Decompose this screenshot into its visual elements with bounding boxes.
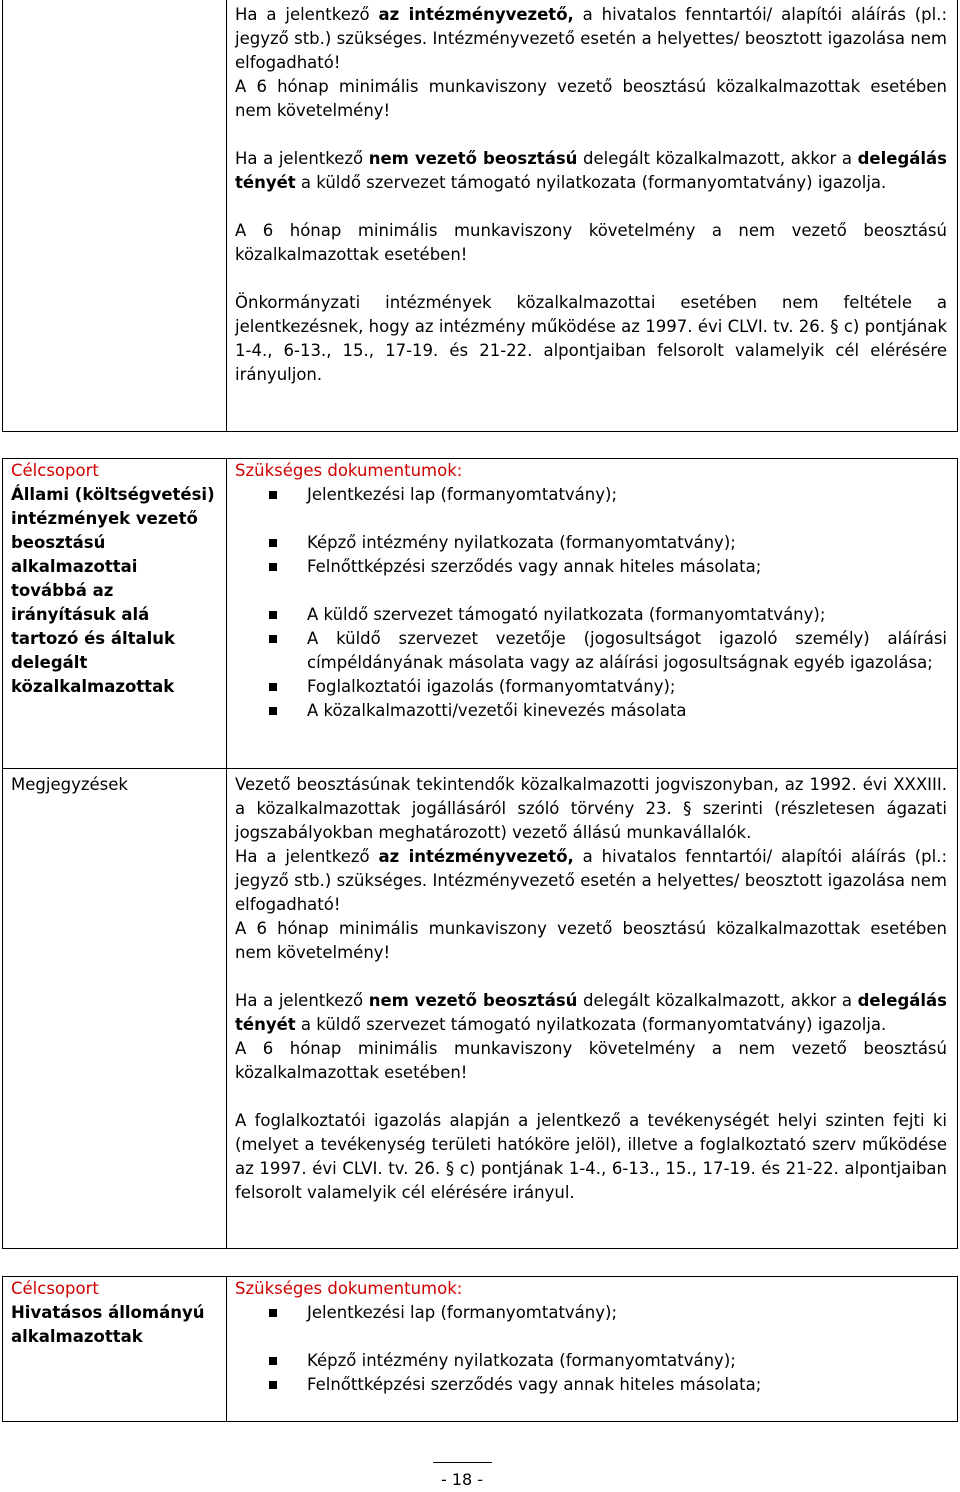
target-group-cell-2	[3, 1277, 227, 1422]
top-right-cell	[227, 0, 958, 432]
notes-cell	[227, 769, 958, 1249]
list-item: Felnőttképzési szerződés vagy annak hiteles másolata;	[235, 555, 947, 579]
target-group-value-2: Hivatásos állományú alkalmazottak	[11, 1303, 205, 1346]
required-docs-cell-2	[227, 1277, 958, 1422]
delegated-paragraph: Ha a jelentkező nem vezető beosztású delegált közalkalmazott, akkor a delegálás tényét a küldő szervezet támogató nyilatkozata (formanyomtatvány) igazolja.	[235, 149, 947, 192]
list-item: Foglalkoztatói igazolás (formanyomtatvány);	[235, 675, 947, 699]
docs-list-2-1	[235, 1301, 947, 1325]
list-item: Képző intézmény nyilatkozata (formanyomtatvány);	[235, 531, 947, 555]
top-left-cell	[3, 0, 227, 432]
docs-list-3	[235, 603, 947, 723]
section1-table	[2, 458, 958, 1249]
list-item: Jelentkezési lap (formanyomtatvány);	[235, 1301, 947, 1325]
min-employment-required-paragraph: A 6 hónap minimális munkaviszony követelmény a nem vezető beosztású közalkalmazottak esetében!	[235, 221, 947, 264]
target-group-cell	[3, 459, 227, 769]
note-min-employment-exempt: A 6 hónap minimális munkaviszony vezető beosztású közalkalmazottak esetében nem követelmény!	[235, 919, 947, 962]
list-item: A küldő szervezet vezetője (jogosultságot igazoló személy) aláírási címpéldányának másolata vagy az aláírási jogosultságnak egyéb igazolása;	[235, 627, 947, 675]
list-item: Jelentkezési lap (formanyomtatvány);	[235, 483, 947, 507]
target-group-value: Állami (költségvetési) intézmények vezető beosztású alkalmazottai továbbá az irányításuk alá tartozó és általuk delegált közalkalmazottak	[11, 485, 215, 696]
footer-rule	[433, 1462, 492, 1463]
docs-list-1	[235, 483, 947, 507]
note-employer-certificate: A foglalkoztatói igazolás alapján a jelentkező a tevékenységét helyi szinten fejti ki (melyet a tevékenység területi hatóköre jelöl), illetve a foglalkoztató szerv működése az 1997. évi CLVI. tv. 26. § c) pontjának 1-4., 6-13., 15., 17-19. és 21-22. alpontjaiban felsorolt valamelyik cél elérésére irányul.	[235, 1111, 947, 1202]
page-number: - 18 -	[440, 1470, 484, 1489]
required-docs-cell	[227, 459, 958, 769]
intezmenyvezeto-paragraph: Ha a jelentkező az intézményvezető, a hivatalos fenntartói/ alapítói aláírás (pl.: jegyző stb.) szükséges. Intézményvezető esetén a helyettes/ beosztott igazolása nem elfogadható!	[235, 5, 948, 72]
note-delegated: Ha a jelentkező nem vezető beosztású delegált közalkalmazott, akkor a delegálás tényét a küldő szervezet támogató nyilatkozata (formanyomtatvány) igazolja.	[235, 991, 947, 1034]
list-item: Képző intézmény nyilatkozata (formanyomtatvány);	[235, 1349, 947, 1373]
top-table	[2, 0, 958, 432]
target-group-label: Célcsoport	[11, 461, 99, 480]
note-intezmenyvezeto: Ha a jelentkező az intézményvezető, a hivatalos fenntartói/ alapítói aláírás (pl.: jegyző stb.) szükséges. Intézményvezető esetén a helyettes/ beosztott igazolása nem elfogadható!	[235, 847, 948, 914]
note-leader-definition: Vezető beosztásúnak tekintendők közalkalmazotti jogviszonyban, az 1992. évi XXXIII. a közalkalmazottak jogállásáról szóló törvény 23. § szerinti (részletesen ágazati jogszabályokban meghatározott) vezető állású munkavállalók.	[235, 775, 947, 842]
min-employment-exempt-paragraph: A 6 hónap minimális munkaviszony vezető beosztású közalkalmazottak esetében nem követelmény!	[235, 77, 947, 120]
required-docs-label-2: Szükséges dokumentumok:	[235, 1279, 463, 1298]
docs-list-2-2	[235, 1349, 947, 1397]
required-docs-label: Szükséges dokumentumok:	[235, 461, 463, 480]
list-item: A közalkalmazotti/vezetői kinevezés másolata	[235, 699, 947, 723]
list-item: Felnőttképzési szerződés vagy annak hiteles másolata;	[235, 1373, 947, 1397]
target-group-label-2: Célcsoport	[11, 1279, 99, 1298]
notes-label-cell	[3, 769, 227, 1249]
note-min-employment-required: A 6 hónap minimális munkaviszony követelmény a nem vezető beosztású közalkalmazottak esetében!	[235, 1039, 947, 1082]
notes-label: Megjegyzések	[11, 775, 128, 794]
docs-list-2	[235, 531, 947, 579]
list-item: A küldő szervezet támogató nyilatkozata (formanyomtatvány);	[235, 603, 947, 627]
local-government-paragraph: Önkormányzati intézmények közalkalmazottai esetében nem feltétele a jelentkezésnek, hogy az intézmény működése az 1997. évi CLVI. tv. 26. § c) pontjának 1-4., 6-13., 15., 17-19. és 21-22. alpontjaiban felsorolt valamelyik cél elérésére irányuljon.	[235, 293, 947, 384]
section2-table	[2, 1276, 958, 1422]
